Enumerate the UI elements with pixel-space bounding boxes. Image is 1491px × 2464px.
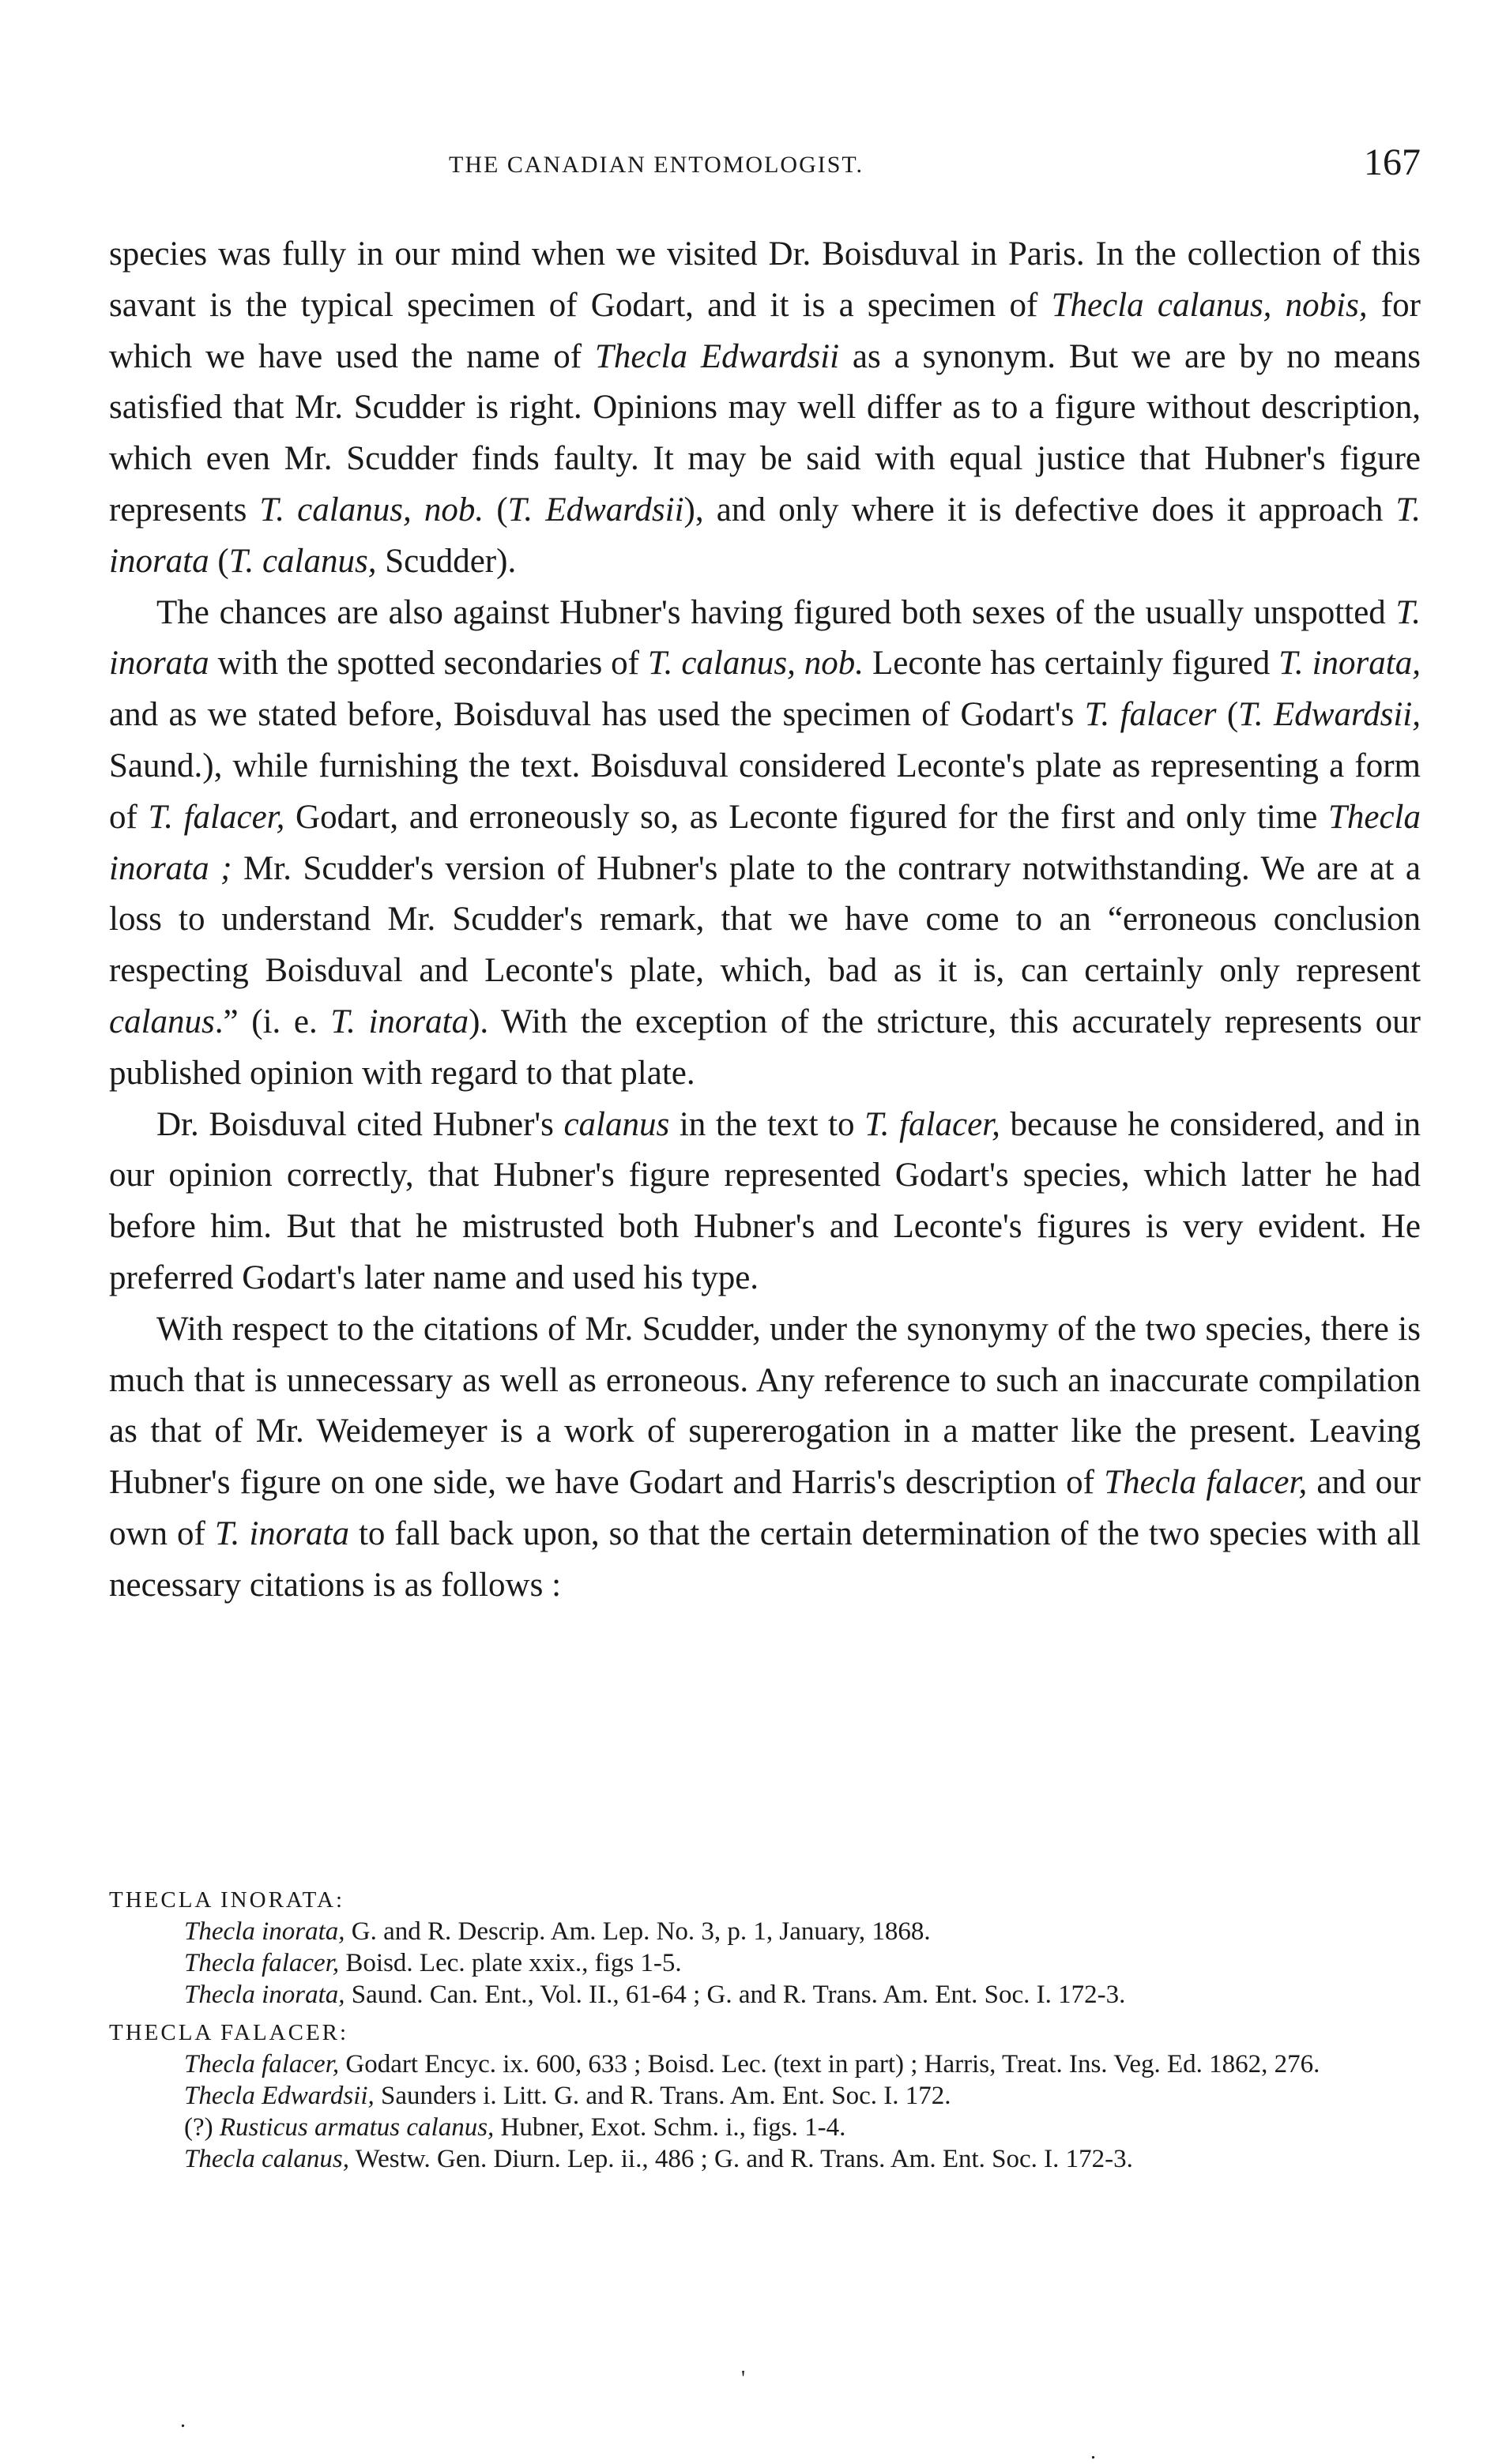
italic-term: T. calanus, nob. bbox=[259, 491, 484, 529]
italic-term: T. falacer, bbox=[148, 798, 285, 836]
citation: Thecla inorata, Saund. Can. Ent., Vol. II., 61-64 ; G. and R. Trans. Am. Ent. Soc. I. 172-3. bbox=[184, 1981, 1126, 2009]
italic-term: Thecla inorata ; bbox=[109, 798, 1421, 887]
italic-term: T. inorata bbox=[109, 491, 1421, 580]
italic-term: calanus bbox=[109, 1003, 215, 1040]
synonymy-heading: THECLA INORATA: bbox=[109, 1887, 345, 1913]
running-title: THE CANADIAN ENTOMOLOGIST. bbox=[449, 152, 864, 178]
italic-term: T. calanus, bbox=[228, 542, 377, 580]
italic-term: Thecla calanus, bbox=[184, 2145, 349, 2173]
print-mark: . bbox=[1090, 2440, 1096, 2464]
italic-term: T. falacer bbox=[1084, 696, 1217, 734]
italic-term: T. calanus, nob. bbox=[647, 645, 864, 683]
italic-term: calanus bbox=[563, 1105, 670, 1143]
italic-term: Thecla falacer, bbox=[1104, 1464, 1308, 1502]
print-mark: ' bbox=[741, 2367, 746, 2391]
page-number: 167 bbox=[1364, 141, 1421, 183]
paragraph: Dr. Boisduval cited Hubner's calanus in the text to T. falacer, because he considered, and in our opinion correctly, that Hubner's figure represented Godart's species, which latter he had before him. But that he mistrusted both Hubner's and Leconte's figures is very evident. He preferred Godart's later name and used his type. bbox=[109, 1105, 1421, 1296]
italic-term: Thecla calanus, nobis, bbox=[1051, 286, 1368, 324]
italic-term: Thecla inorata, bbox=[184, 1981, 345, 2009]
italic-term: Rusticus armatus calanus, bbox=[219, 2113, 495, 2142]
italic-term: T. inorata, bbox=[1278, 645, 1421, 683]
synonymy-list bbox=[109, 1884, 1421, 2175]
paragraph: With respect to the citations of Mr. Scudder, under the synonymy of the two species, there is much that is unnecessary as well as erroneous. Any reference to such an inaccurate compilation as that of Mr. Weidemeyer is a work of supererogation in a matter like the present. Leaving Hubner's figure on one side, we have Godart and Harris's description of Thecla falacer, and our own of T. inorata to fall back upon, so that the certain determination of the two species with all necessary citations is as follows : bbox=[109, 1310, 1421, 1604]
italic-term: Thecla falacer, bbox=[184, 1949, 340, 1977]
italic-term: Thecla inorata, bbox=[184, 1917, 345, 1946]
italic-term: Thecla Edwardsii, bbox=[184, 2082, 375, 2110]
citation: Thecla inorata, G. and R. Descrip. Am. Lep. No. 3, p. 1, January, 1868. bbox=[184, 1917, 931, 1946]
italic-term: T. inorata bbox=[109, 593, 1421, 683]
italic-term: Thecla Edwardsii bbox=[594, 337, 840, 375]
citation: Thecla Edwardsii, Saunders i. Litt. G. and R. Trans. Am. Ent. Soc. I. 172. bbox=[184, 2082, 951, 2110]
page-header bbox=[109, 141, 1421, 196]
paragraph: species was fully in our mind when we visited Dr. Boisduval in Paris. In the collection of this savant is the typical specimen of Godart, and it is a specimen of Thecla calanus, nobis, for which we have used the name of Thecla Edwardsii as a synonym. But we are by no means satisfied that Mr. Scudder is right. Opinions may well differ as to a figure without description, which even Mr. Scudder finds faulty. It may be said with equal justice that Hubner's figure represents T. calanus, nob. (T. Edwardsii), and only where it is defective does it approach T. inorata (T. calanus, Scudder). bbox=[109, 235, 1421, 580]
print-mark: . bbox=[180, 2408, 186, 2432]
citation: (?) Rusticus armatus calanus, Hubner, Exot. Schm. i., figs. 1-4. bbox=[184, 2113, 846, 2142]
synonymy-heading: THECLA FALACER: bbox=[109, 2020, 349, 2045]
italic-term: T. inorata bbox=[214, 1514, 349, 1552]
citation: Thecla falacer, Godart Encyc. ix. 600, 633 ; Boisd. Lec. (text in part) ; Harris, Treat. Ins. Veg. Ed. 1862, 276. bbox=[184, 2050, 1320, 2078]
italic-term: T. Edwardsii, bbox=[1238, 696, 1421, 734]
italic-term: T. inorata bbox=[330, 1003, 469, 1040]
paragraph: The chances are also against Hubner's having figured both sexes of the usually unspotted T. inorata with the spotted secondaries of T. calanus, nob. Leconte has certainly figured T. inorata, and as we stated before, Boisduval has used the specimen of Godart's T. falacer (T. Edwardsii, Saund.), while furnishing the text. Boisduval considered Leconte's plate as representing a form of T. falacer, Godart, and erroneously so, as Leconte figured for the first and only time Thecla inorata ; Mr. Scudder's version of Hubner's plate to the contrary notwithstanding. We are at a loss to understand Mr. Scudder's remark, that we have come to an “erroneous conclusion respecting Boisduval and Leconte's plate, which, bad as it is, can certainly only represent calanus.” (i. e. T. inorata). With the exception of the stricture, this accurately represents our published opinion with regard to that plate. bbox=[109, 593, 1421, 1092]
citation: Thecla falacer, Boisd. Lec. plate xxix., figs 1-5. bbox=[184, 1949, 682, 1977]
italic-term: T. falacer, bbox=[864, 1105, 1000, 1143]
citation: Thecla calanus, Westw. Gen. Diurn. Lep. ii., 486 ; G. and R. Trans. Am. Ent. Soc. I. 172-3. bbox=[184, 2145, 1133, 2173]
italic-term: Thecla falacer, bbox=[184, 2050, 340, 2078]
body-text bbox=[109, 229, 1421, 1612]
italic-term: T. Edwardsii bbox=[507, 491, 684, 529]
